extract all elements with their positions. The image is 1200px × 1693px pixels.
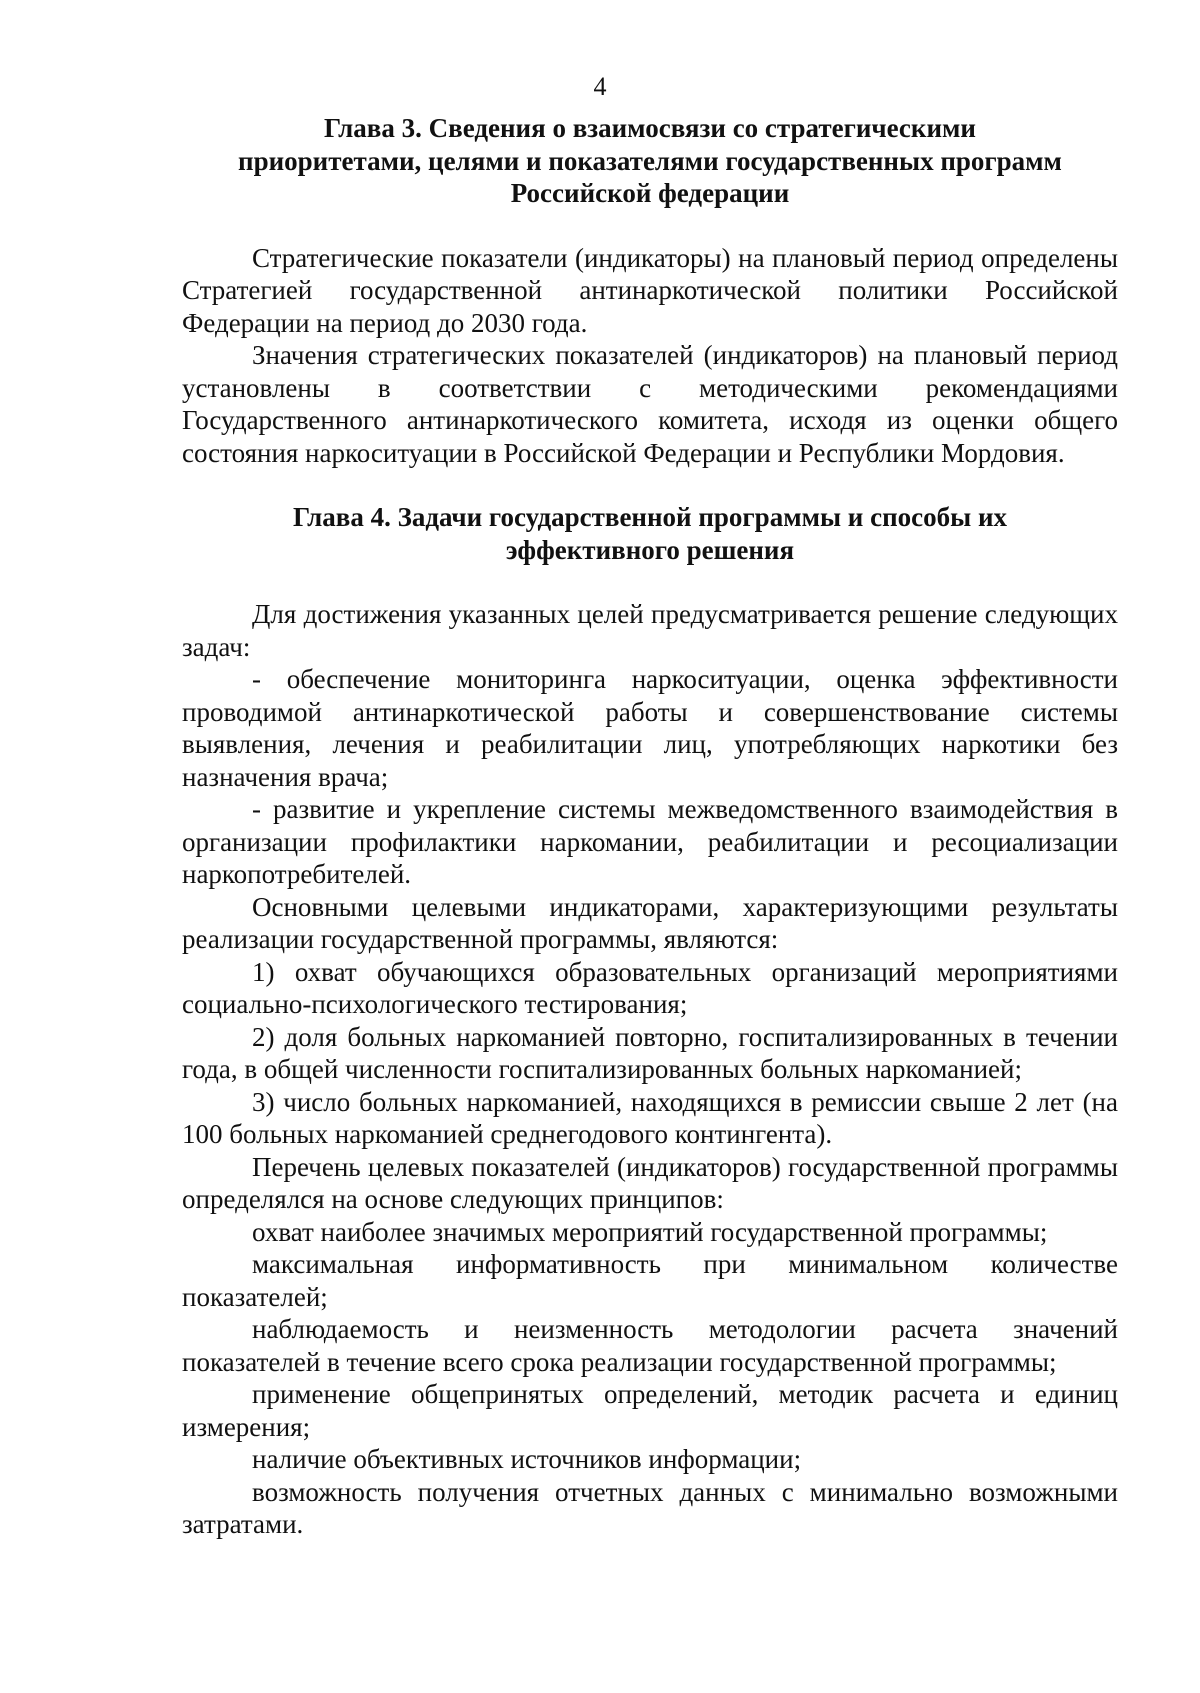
chapter-4-title — [182, 501, 1118, 566]
chapter-4-paragraph: Основными целевыми индикаторами, характеризующими результаты реализации государственной программы, являются: — [182, 891, 1118, 954]
chapter-4-principle: максимальная информативность при минимальном количестве показателей; — [182, 1249, 1118, 1312]
chapter-3-title-line: приоритетами, целями и показателями государственных программ — [238, 145, 1062, 176]
chapter-4-principle: охват наиболее значимых мероприятий государственной программы; — [252, 1216, 1048, 1247]
chapter-3-paragraph: Значения стратегических показателей (индикаторов) на плановый период установлены в соответствии с методическими рекомендациями Государственного антинаркотического комитета, исходя из оценки общего состояния наркоситуации в Российской Федерации и Республики Мордовия. — [182, 340, 1118, 468]
chapter-4-principle: наличие объективных источников информации; — [252, 1444, 802, 1474]
chapter-4-paragraph: - обеспечение мониторинга наркоситуации, оценка эффективности проводимой антинаркотической работы и совершенствование системы выявления, лечения и реабилитации лиц, употребляющих наркотики без назначения врача; — [182, 664, 1118, 792]
chapter-4-principle: применение общепринятых определений, методик расчета и единиц измерения; — [182, 1379, 1118, 1442]
chapter-4-paragraph: Для достижения указанных целей предусматривается решение следующих задач: — [182, 599, 1118, 662]
chapter-4-list-item: 1) охват обучающихся образовательных организаций мероприятиями социально-психологического тестирования; — [182, 956, 1118, 1019]
chapter-4-list-item: 2) доля больных наркоманией повторно, госпитализированных в течении года, в общей численности госпитализированных больных наркоманией; — [182, 1021, 1118, 1084]
chapter-3-title — [182, 112, 1118, 210]
chapter-4-principle: наблюдаемость и неизменность методологии расчета значений показателей в течение всего срока реализации государственной программы; — [182, 1314, 1118, 1377]
chapter-4-paragraph: - развитие и укрепление системы межведомственного взаимодействия в организации профилактики наркомании, реабилитации и ресоциализации наркопотребителей. — [182, 794, 1118, 889]
chapter-4-paragraph: Перечень целевых показателей (индикаторов) государственной программы определялся на основе следующих принципов: — [182, 1151, 1118, 1214]
chapter-4-list-item: 3) число больных наркоманией, находящихся в ремиссии свыше 2 лет (на 100 больных наркоманией среднегодового контингента). — [182, 1086, 1118, 1149]
chapter-3-title-line: Глава 3. Сведения о взаимосвязи со стратегическими — [324, 113, 976, 143]
chapter-3-title-line: Российской федерации — [510, 178, 790, 208]
page-number: 4 — [593, 72, 607, 101]
chapter-4-title-line: Глава 4. Задачи государственной программы и способы их — [292, 502, 1008, 532]
page-content — [182, 112, 1118, 1541]
chapter-3-paragraph: Стратегические показатели (индикаторы) на плановый период определены Стратегией государственной антинаркотической политики Российской Федерации на период до 2030 года. — [182, 242, 1118, 338]
chapter-4-principle: возможность получения отчетных данных с минимально возможными затратами. — [182, 1476, 1118, 1539]
chapter-4-title-line: эффективного решения — [505, 534, 795, 565]
